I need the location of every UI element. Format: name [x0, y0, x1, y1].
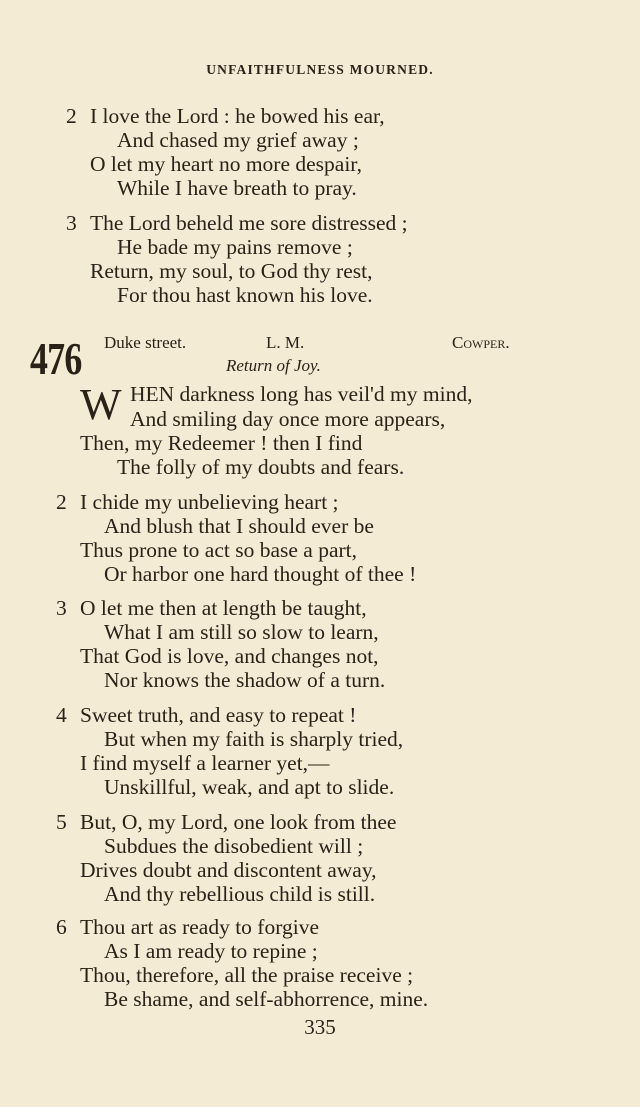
drop-cap: W — [80, 380, 122, 429]
verse-line: O let my heart no more despair, — [90, 152, 362, 176]
running-header: UNFAITHFULNESS MOURNED. — [206, 62, 434, 77]
verse-line: While I have breath to pray. — [117, 176, 357, 200]
stanza-number: 2 — [56, 490, 67, 514]
stanza-number: 2 — [66, 104, 77, 128]
hymn-title: Return of Joy. — [226, 356, 321, 375]
verse-line: Sweet truth, and easy to repeat ! — [80, 703, 357, 727]
hymn-number: 476 — [30, 333, 82, 384]
verse-line: That God is love, and changes not, — [80, 644, 379, 668]
verse-line: But, O, my Lord, one look from thee — [80, 810, 397, 834]
verse-line: The Lord beheld me sore distressed ; — [90, 211, 408, 235]
verse-line: Thou, therefore, all the praise receive ; — [80, 963, 414, 987]
stanza-number: 3 — [56, 596, 67, 620]
verse-line: He bade my pains remove ; — [117, 235, 353, 259]
stanza-number: 6 — [56, 915, 67, 939]
verse-line: Drives doubt and discontent away, — [80, 858, 377, 882]
verse-line: I find myself a learner yet,— — [80, 751, 330, 775]
verse-line: What I am still so slow to learn, — [104, 620, 379, 644]
verse-line: The folly of my doubts and fears. — [117, 455, 405, 479]
verse-line: And thy rebellious child is still. — [104, 882, 376, 906]
verse-line: For thou hast known his love. — [117, 283, 373, 307]
verse-line: I chide my unbelieving heart ; — [80, 490, 339, 514]
verse-line: Be shame, and self-abhorrence, mine. — [104, 987, 429, 1011]
stanza-number: 4 — [56, 703, 67, 727]
verse-line: And chased my grief away ; — [117, 128, 359, 152]
page-number: 335 — [304, 1015, 336, 1039]
verse-line: Return, my soul, to God thy rest, — [90, 259, 373, 283]
verse-line: As I am ready to repine ; — [104, 939, 318, 963]
verse-line: Nor knows the shadow of a turn. — [104, 668, 386, 692]
verse-line: Then, my Redeemer ! then I find — [80, 431, 363, 455]
verse-line: Unskillful, weak, and apt to slide. — [104, 775, 395, 799]
verse-line: O let me then at length be taught, — [80, 596, 367, 620]
verse-line: Or harbor one hard thought of thee ! — [104, 562, 417, 586]
stanza-number: 5 — [56, 810, 67, 834]
verse-line: But when my faith is sharply tried, — [104, 727, 404, 751]
tune-name: Duke street. — [104, 333, 187, 352]
verse-line: And blush that I should ever be — [104, 514, 374, 538]
verse-line: Subdues the disobedient will ; — [104, 834, 364, 858]
verse-line: Thus prone to act so base a part, — [80, 538, 358, 562]
stanza-number: 3 — [66, 211, 77, 235]
verse-line: I love the Lord : he bowed his ear, — [90, 104, 385, 128]
verse-line: Thou art as ready to forgive — [80, 915, 320, 939]
meter: L. M. — [266, 333, 305, 352]
verse-line: HEN darkness long has veil'd my mind, — [130, 382, 473, 406]
verse-line: And smiling day once more appears, — [130, 407, 446, 431]
author: Cowper. — [452, 333, 510, 352]
